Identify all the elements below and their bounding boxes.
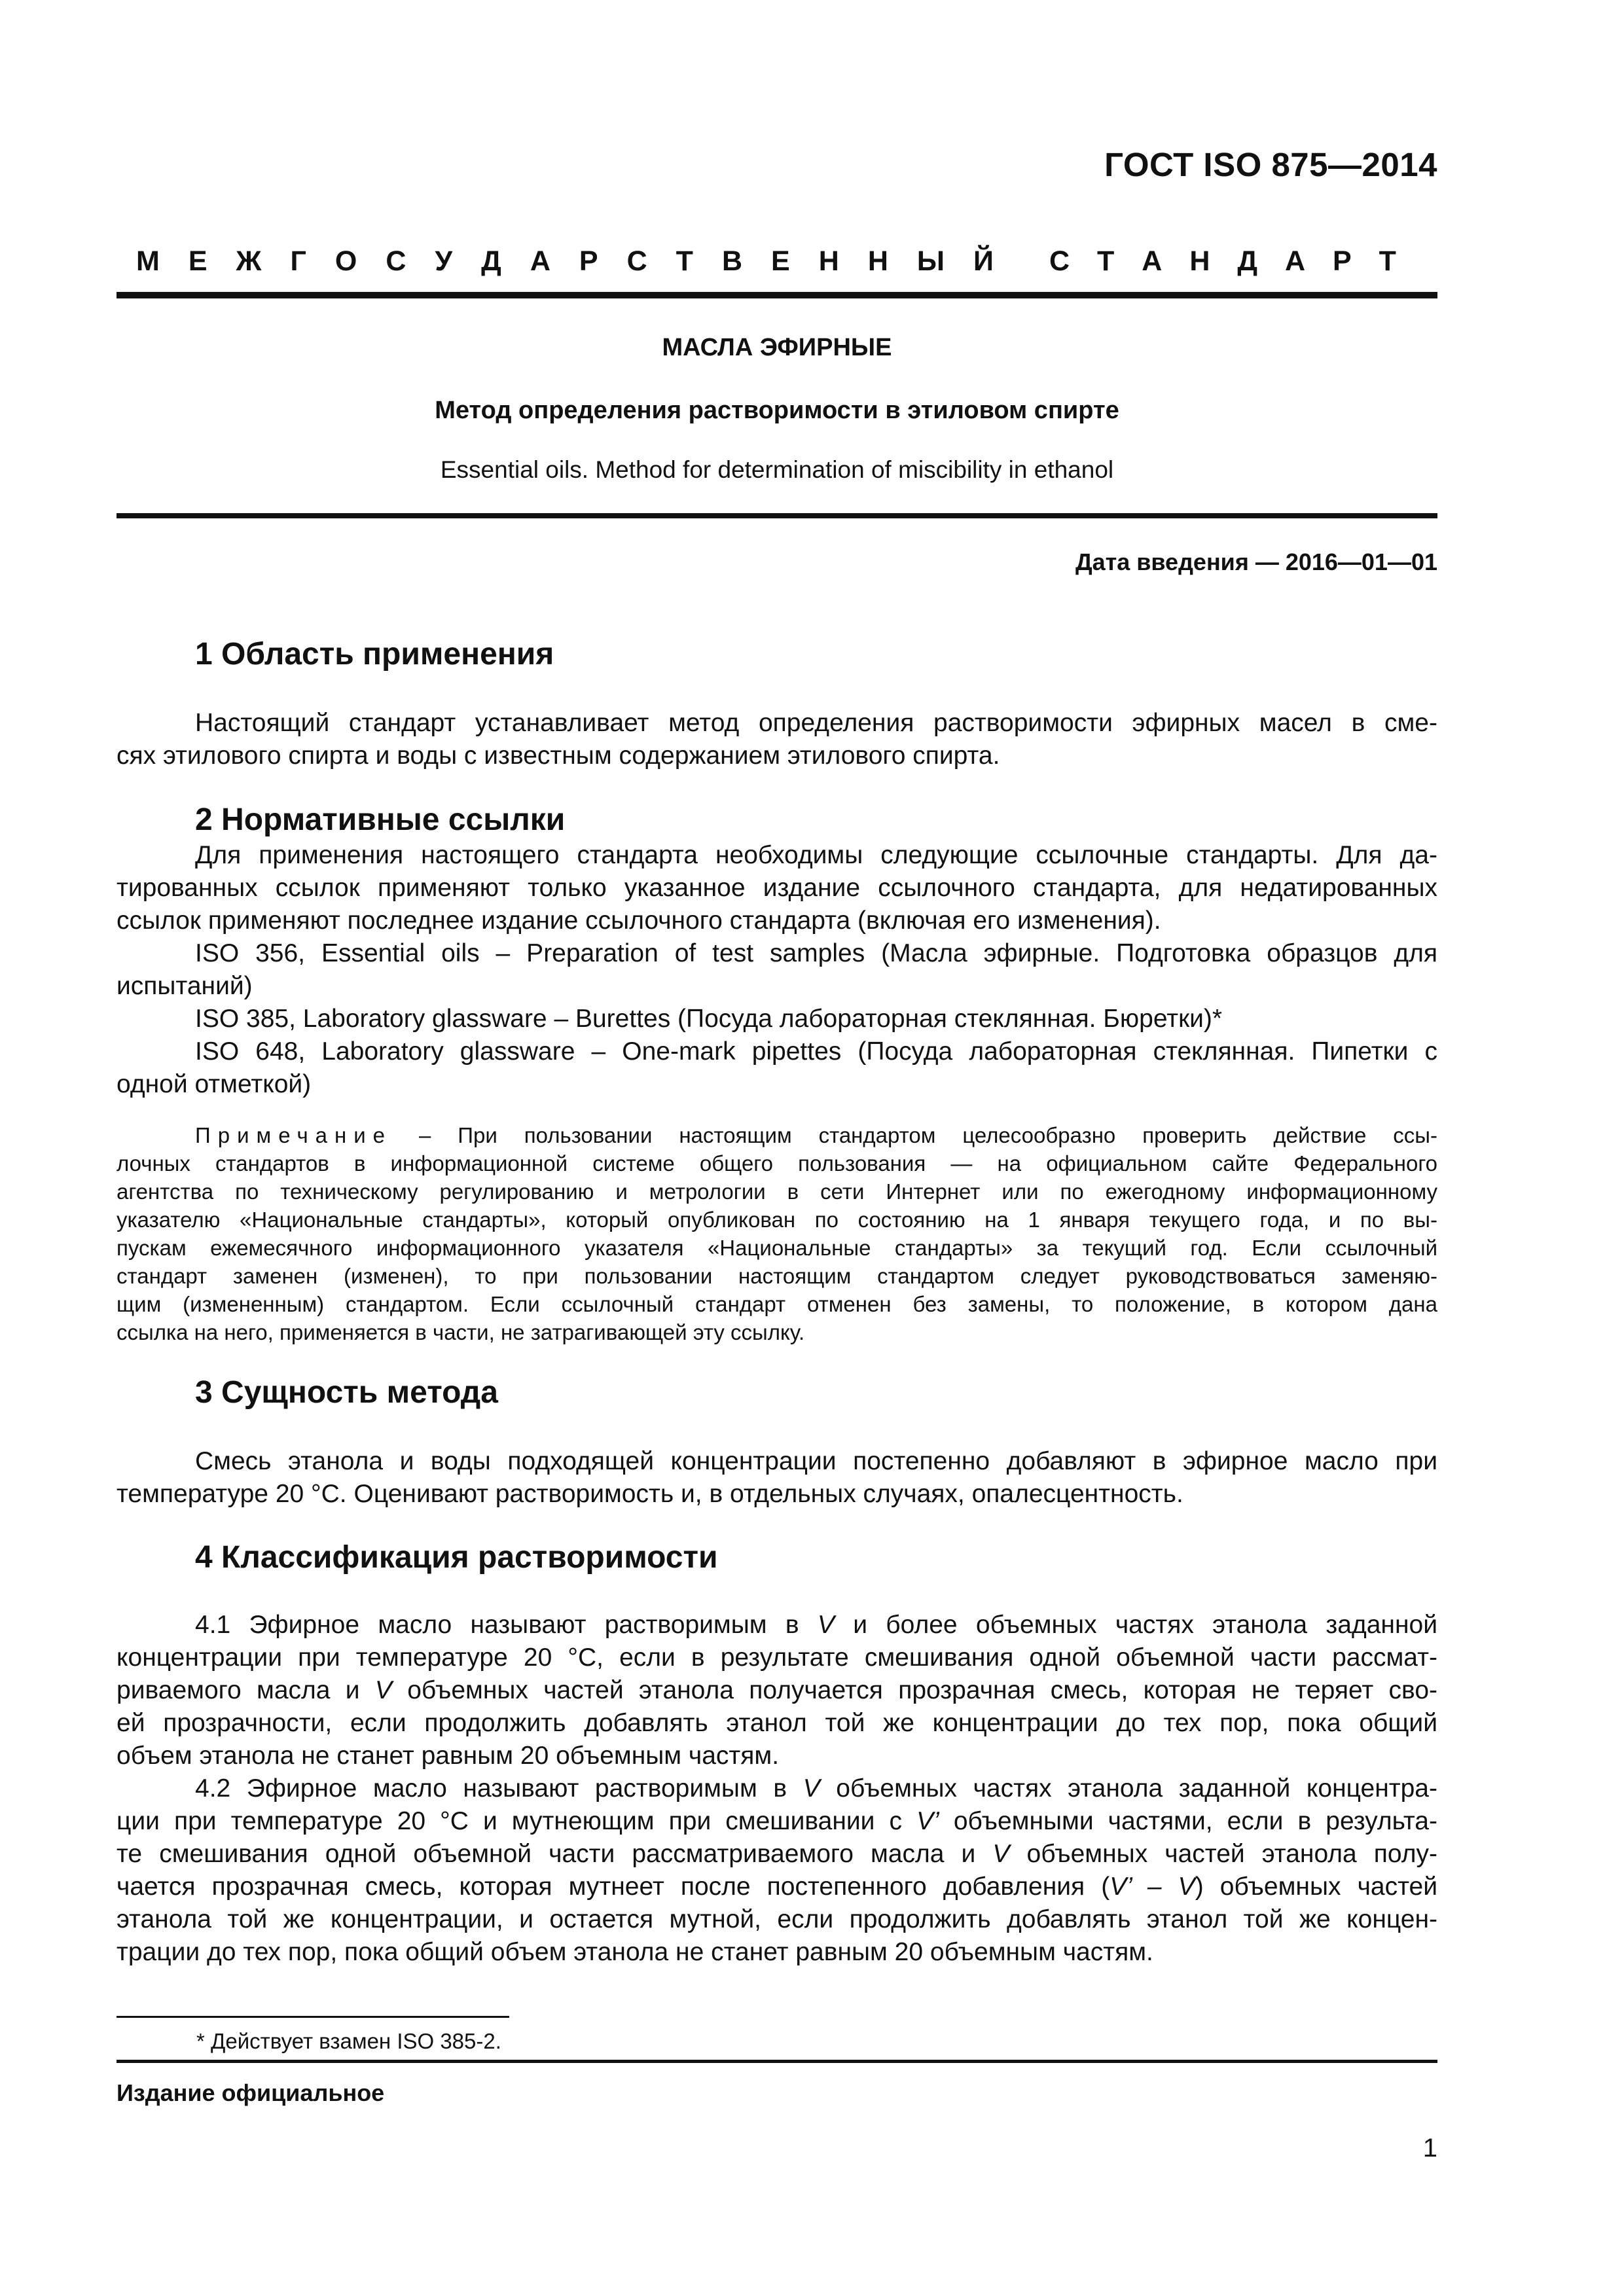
document-title-english: Essential oils. Method for determination of miscibility in ethanol (440, 456, 1114, 483)
text-line: температуре 20 °С. Оценивают растворимость и, в отдельных случаях, опалесцентность. (117, 1480, 1183, 1508)
banner-word-standard (1049, 245, 1396, 278)
text-line: тированных ссылок применяют только указанное издание ссылочного стандарта, для недатированных (117, 874, 1437, 902)
footnote-rule (117, 2016, 509, 2018)
section-3-text (117, 1445, 1437, 1511)
text-line: концентрации при температуре 20 °С, если в результате смешивания одной объемной части рассмат- (117, 1643, 1437, 1672)
document-title: МАСЛА ЭФИРНЫЕ (662, 334, 892, 361)
text-line: ей прозрачности, если продолжить добавлять этанол той же концентрации до тех пор, пока общий (117, 1709, 1437, 1737)
reference-iso-356: ISO 356, Essential oils – Preparation of test samples (Масла эфирные. Подготовка образцов для (195, 939, 1437, 967)
section-1-text (117, 707, 1437, 772)
text-line: объем этанола не станет равным 20 объемным частям. (117, 1742, 780, 1770)
text-line: одной отметкой) (117, 1070, 312, 1098)
section-1-heading: 1 Область применения (195, 637, 554, 672)
banner-letter: М (136, 245, 160, 277)
banner-letter: Р (1332, 245, 1352, 277)
document-number: ГОСТ ISO 875—2014 (1104, 146, 1437, 183)
text-line: испытаний) (117, 972, 253, 1000)
note-block (117, 1121, 1437, 1346)
clause-4-1: 4.1 Эфирное масло называют растворимым в V и более объемных частях этанола заданной (195, 1611, 1437, 1639)
banner-letter: Т (1379, 245, 1396, 277)
footer-rule (117, 2060, 1437, 2063)
document-subtitle: Метод определения растворимости в этиловом спирте (435, 397, 1119, 424)
section-3-heading: 3 Сущность метода (195, 1375, 498, 1410)
banner-letter: Т (1097, 245, 1115, 277)
banner-letter: Р (579, 245, 598, 277)
text-line: те смешивания одной объемной части рассматриваемого масла и V объемных частей этанола полу- (117, 1840, 1437, 1868)
text-line: Настоящий стандарт устанавливает метод определения растворимости эфирных масел в сме- (195, 709, 1437, 737)
banner-letter: А (1284, 245, 1306, 277)
page-number: 1 (1422, 2134, 1437, 2162)
banner-letter: Ж (236, 245, 262, 277)
text-line: стандарт заменен (изменен), то при пользовании настоящим стандартом следует руководствоваться заменяю- (117, 1264, 1437, 1288)
banner-letter: Ы (916, 245, 945, 277)
interstate-standard-banner (136, 245, 1396, 278)
text-line: агентства по техническому регулированию и метрологии в сети Интернет или по ежегодному информационному (117, 1179, 1437, 1204)
banner-letter: С (386, 245, 406, 277)
text-line: – При пользовании настоящим стандартом целесообразно проверить действие ссы- (392, 1123, 1437, 1147)
banner-letter: Й (973, 245, 994, 277)
banner-letter: Т (676, 245, 693, 277)
banner-letter: Е (188, 245, 208, 277)
section-2-heading: 2 Нормативные ссылки (195, 802, 566, 837)
text-line: этанола той же концентрации, и остается мутной, если продолжить добавлять этанол той же концен- (117, 1905, 1437, 1933)
text-line: чается прозрачная смесь, которая мутнеет после постепенного добавления (V’ – V) объемных частей (117, 1873, 1437, 1901)
banner-letter: А (530, 245, 550, 277)
reference-iso-385: ISO 385, Laboratory glassware – Burettes (Посуда лабораторная стеклянная. Бюретки)* (195, 1005, 1223, 1033)
text-line: Смесь этанола и воды подходящей концентрации постепенно добавляют в эфирное масло при (195, 1447, 1437, 1475)
banner-letter: Н (867, 245, 888, 277)
banner-letter: Н (1189, 245, 1210, 277)
text-line: лочных стандартов в информационной системе общего пользования — на официальном сайте Федерального (117, 1151, 1437, 1175)
section-4-text (117, 1609, 1437, 1969)
banner-letter: Н (818, 245, 839, 277)
banner-letter: Д (481, 245, 501, 277)
reference-iso-648: ISO 648, Laboratory glassware – One-mark pipettes (Посуда лабораторная стеклянная. Пипетки с (195, 1037, 1437, 1066)
section-2-text (117, 839, 1437, 1101)
edition-label: Издание официальное (117, 2079, 385, 2106)
banner-letter: А (1142, 245, 1163, 277)
banner-word-interstate (136, 245, 994, 278)
header-rule (117, 292, 1437, 298)
text-line: трации до тех пор, пока общий объем этанола не станет равным 20 объемным частям. (117, 1938, 1153, 1966)
note-label: Примечание (195, 1123, 393, 1147)
banner-letter: С (1049, 245, 1070, 277)
text-line: ссылка на него, применяется в части, не затрагивающей эту ссылку. (117, 1320, 805, 1344)
text-line: ссылок применяют последнее издание ссылочного стандарта (включая его изменения). (117, 906, 1161, 935)
banner-letter: У (435, 245, 453, 277)
banner-letter: Г (290, 245, 306, 277)
banner-letter: О (334, 245, 357, 277)
footnote: * Действует взамен ISO 385-2. (196, 2029, 501, 2053)
text-line: щим (измененным) стандартом. Если ссылочный стандарт отменен без замены, то положение, в котором дана (117, 1292, 1437, 1316)
banner-letter: В (721, 245, 743, 277)
text-line: пускам ежемесячного информационного указателя «Национальные стандарты» за текущий год. Если ссылочный (117, 1236, 1437, 1260)
introduction-date: Дата введения — 2016—01—01 (1075, 548, 1437, 575)
text-line: Для применения настоящего стандарта необходимы следующие ссылочные стандарты. Для да- (195, 841, 1437, 869)
section-4-heading: 4 Классификация растворимости (195, 1540, 718, 1575)
banner-letter: С (626, 245, 647, 277)
text-line: ции при температуре 20 °С и мутнеющим при смешивании с V’ объемными частями, если в результа- (117, 1807, 1437, 1835)
text-line: указателю «Национальные стандарты», который опубликован по состоянию на 1 января текущего года, и по вы- (117, 1208, 1437, 1232)
title-rule (117, 513, 1437, 518)
clause-4-2: 4.2 Эфирное масло называют растворимым в V объемных частях этанола заданной концентра- (195, 1774, 1437, 1803)
banner-letter: Д (1237, 245, 1257, 277)
banner-letter: Е (771, 245, 790, 277)
text-line: сях этилового спирта и воды с известным содержанием этилового спирта. (117, 742, 1000, 770)
text-line: риваемого масла и V объемных частей этанола получается прозрачная смесь, которая не теряет сво- (117, 1676, 1438, 1704)
